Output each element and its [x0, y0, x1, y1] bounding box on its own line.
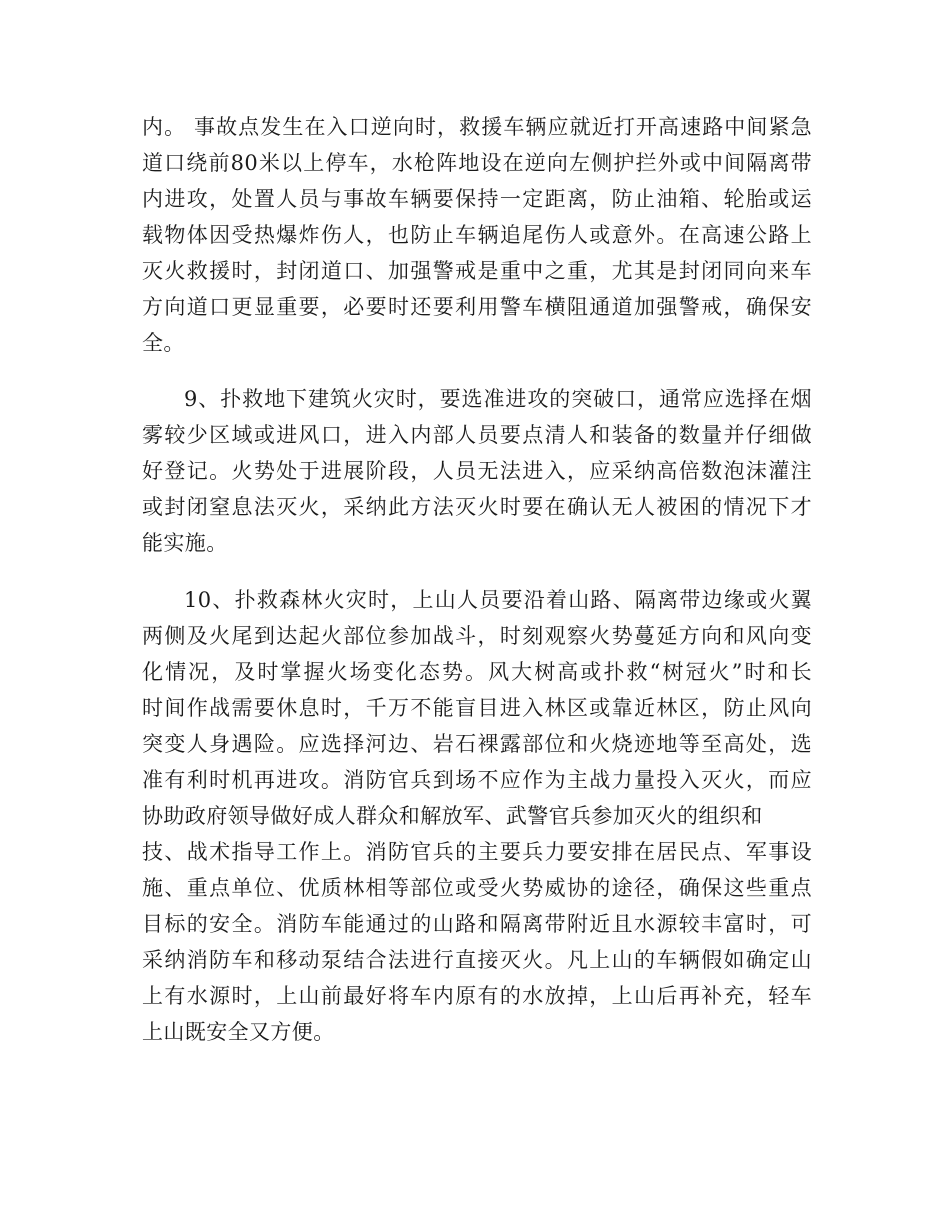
text-line: 目标的安全。消防车能通过的山路和隔离带附近且水源较丰富时，可 [142, 912, 812, 936]
text-line: 好登记。火势处于进展阶段，人员无法进入，应采纳高倍数泡沫灌注 [142, 459, 812, 483]
text-line: 载物体因受热爆炸伤人，也防止车辆追尾伤人或意外。在高速公路上 [142, 223, 812, 247]
text-line: 化情况，及时掌握火场变化态势。风大树高或扑救“树冠火”时和长 [142, 660, 812, 684]
text-line: 能实施。 [142, 531, 228, 555]
paragraph-forest-fire [142, 582, 812, 1050]
text-line: 时间作战需要休息时，千万不能盲目进入林区或靠近林区，防止风向 [142, 696, 812, 720]
text-line: 两侧及火尾到达起火部位参加战斗，时刻观察火势蔓延方向和风向变 [142, 624, 812, 648]
text-line: 10、扑救森林火灾时，上山人员要沿着山路、隔离带边缘或火翼 [184, 588, 812, 612]
text-line: 内。 事故点发生在入口逆向时，救援车辆应就近打开高速路中间紧急 [142, 115, 812, 139]
text-line: 采纳消防车和移动泵结合法进行直接灭火。凡上山的车辆假如确定山 [142, 948, 812, 972]
text-line: 上山既安全又方便。 [142, 1020, 335, 1044]
text-line: 或封闭窒息法灭火，采纳此方法灭火时要在确认无人被困的情况下才 [142, 495, 812, 519]
text-line: 9、扑救地下建筑火灾时，要选准进攻的突破口，通常应选择在烟 [184, 387, 812, 411]
text-line: 方向道口更显重要，必要时还要利用警车横阻通道加强警戒，确保安 [142, 295, 812, 319]
paragraph-underground-fire [142, 381, 812, 561]
text-line: 上有水源时，上山前最好将车内原有的水放掉，上山后再补充，轻车 [142, 984, 812, 1008]
text-line: 突变人身遇险。应选择河边、岩石裸露部位和火烧迹地等至高处，选 [142, 732, 812, 756]
text-line: 协助政府领导做好成人群众和解放军、武警官兵参加灭火的组织和 [142, 804, 763, 828]
text-line: 施、重点单位、优质林相等部位或受火势威协的途径，确保这些重点 [142, 876, 812, 900]
paragraph-highway-rescue [142, 109, 812, 361]
text-line: 灭火救援时，封闭道口、加强警戒是重中之重，尤其是封闭同向来车 [142, 259, 812, 283]
text-line: 道口绕前80米以上停车，水枪阵地设在逆向左侧护拦外或中间隔离带 [142, 151, 812, 175]
text-line: 雾较少区域或进风口，进入内部人员要点清人和装备的数量并仔细做 [142, 423, 812, 447]
text-line: 技、战术指导工作上。消防官兵的主要兵力要安排在居民点、军事设 [142, 840, 812, 864]
text-line: 全。 [142, 331, 185, 355]
text-line: 内进攻，处置人员与事故车辆要保持一定距离，防止油箱、轮胎或运 [142, 187, 812, 211]
text-line: 准有利时机再进攻。消防官兵到场不应作为主战力量投入灭火，而应 [142, 768, 812, 792]
